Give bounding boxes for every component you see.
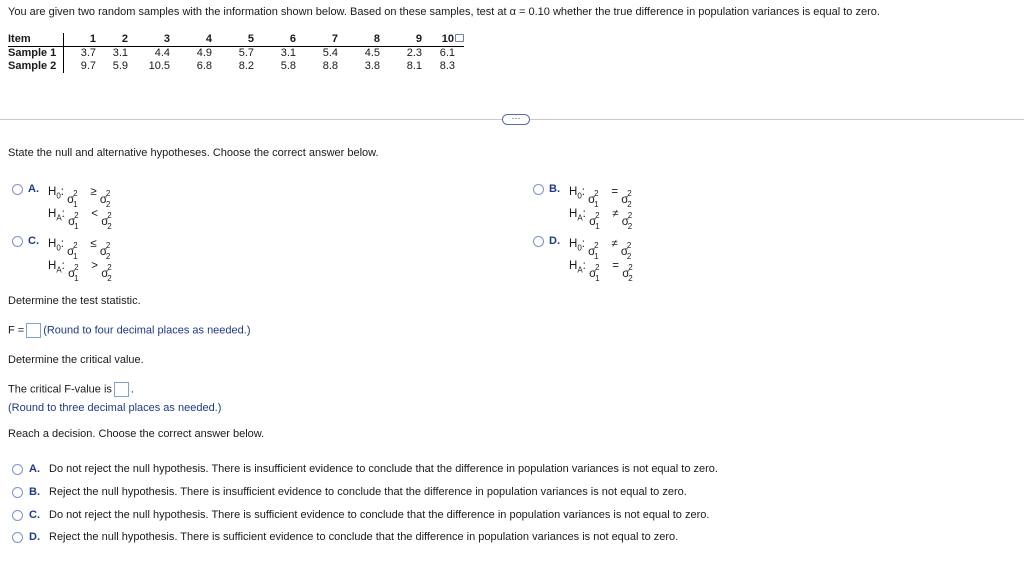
sigma: σ (622, 268, 630, 280)
hypothesis-option-a-h0 (48, 186, 112, 209)
column-header: 8 (338, 33, 380, 47)
question-intro: You are given two random samples with the information shown below. Based on these samples, test at α = 0.10 whether the true difference in population variances is equal to zero. (8, 6, 880, 18)
critical-value-suffix: . (130, 383, 134, 396)
sub: 2 (627, 200, 632, 209)
sup: 2 (74, 263, 79, 272)
critical-value-row (8, 382, 134, 397)
sigma: σ (588, 246, 596, 258)
column-header: 3 (128, 33, 170, 47)
column-header (422, 33, 464, 47)
sigma: σ (589, 216, 597, 228)
sub: 1 (74, 274, 79, 283)
table-cell: 4.4 (154, 47, 170, 59)
table-cell: 8.2 (238, 60, 254, 72)
decision-option-a-text[interactable]: Do not reject the null hypothesis. There is insufficient evidence to conclude that the difference in population variances is not equal to zero. (49, 463, 718, 475)
decision-option-d-radio[interactable] (12, 532, 23, 543)
relation: = (611, 186, 619, 198)
sub: 2 (627, 222, 633, 231)
test-statistic-label: F = (8, 324, 25, 337)
sigma: σ (621, 194, 629, 206)
table-cell: 8.8 (322, 60, 338, 72)
h-label: H (569, 260, 578, 272)
critical-value-input[interactable] (114, 382, 129, 397)
sup: 2 (107, 211, 112, 220)
sub: 1 (594, 252, 599, 261)
sup: 2 (105, 241, 111, 250)
sub: 2 (105, 200, 111, 209)
colon: : (61, 208, 65, 220)
relation: ≠ (612, 208, 619, 220)
relation: ≥ (90, 186, 97, 198)
hypothesis-option-c-letter: C. (28, 235, 39, 247)
table-cell: 6.8 (196, 60, 212, 72)
sigma: σ (99, 246, 107, 258)
h-sub: A (577, 265, 583, 275)
sub: 1 (595, 274, 600, 283)
hypothesis-option-d-h0 (569, 238, 633, 261)
table-cell: 3.8 (364, 60, 380, 72)
table-cell: 10.5 (148, 60, 170, 72)
column-header: 9 (380, 33, 422, 47)
decision-option-a-radio[interactable] (12, 464, 23, 475)
colon: : (61, 260, 65, 272)
relation: ≤ (90, 238, 97, 250)
hypothesis-option-a-ha (48, 208, 113, 231)
sub: 2 (626, 252, 632, 261)
sup: 2 (74, 211, 79, 220)
hypothesis-option-c-ha (48, 260, 113, 283)
sigma: σ (68, 216, 76, 228)
hypothesis-option-c-radio[interactable] (12, 236, 23, 247)
decision-option-b-letter: B. (29, 486, 40, 498)
h-sub: A (577, 213, 583, 223)
column-header: 7 (296, 33, 338, 47)
colon: : (581, 238, 585, 250)
column-header-label: 10 (441, 33, 454, 45)
test-statistic-prompt: Determine the test statistic. (8, 295, 141, 307)
colon: : (60, 186, 64, 198)
h-label: H (48, 238, 57, 250)
sup: 2 (627, 211, 633, 220)
sub: 1 (73, 200, 78, 209)
sigma: σ (101, 216, 109, 228)
relation: < (91, 208, 98, 220)
h-label: H (48, 208, 57, 220)
table-header-label: Item (8, 33, 64, 47)
sub: 1 (74, 222, 79, 231)
decision-option-b-radio[interactable] (12, 487, 23, 498)
sup: 2 (73, 241, 78, 250)
decision-option-b-text[interactable]: Reject the null hypothesis. There is insufficient evidence to conclude that the difference in population variances is not equal to zero. (49, 486, 687, 498)
table-cell: 3.7 (80, 47, 96, 59)
table-header-row (8, 33, 464, 47)
more-button[interactable]: ··· (502, 114, 530, 125)
sigma: σ (588, 194, 596, 206)
sup: 2 (594, 241, 599, 250)
hypothesis-option-d-ha (569, 260, 634, 283)
colon: : (60, 238, 64, 250)
decision-option-d-letter: D. (29, 531, 40, 543)
column-header: 4 (170, 33, 212, 47)
sup: 2 (627, 189, 632, 198)
h-label: H (48, 186, 57, 198)
sigma: σ (620, 246, 628, 258)
h-sub: 0 (56, 191, 61, 201)
critical-value-prompt: Determine the critical value. (8, 354, 144, 366)
sub: 2 (628, 274, 633, 283)
sup: 2 (626, 241, 632, 250)
sigma: σ (101, 268, 109, 280)
relation: ≠ (611, 238, 618, 250)
sup: 2 (628, 263, 633, 272)
hypothesis-option-b-letter: B. (549, 183, 560, 195)
sub: 1 (73, 252, 78, 261)
copy-icon[interactable] (455, 34, 464, 42)
table-cell: 5.4 (322, 47, 338, 59)
hypothesis-option-b-radio[interactable] (533, 184, 544, 195)
table-cell-value: 6.1 (439, 47, 455, 59)
column-header: 6 (254, 33, 296, 47)
decision-option-c-radio[interactable] (12, 510, 23, 521)
test-statistic-row (8, 323, 251, 338)
sup: 2 (73, 189, 78, 198)
h-sub: 0 (56, 243, 61, 253)
decision-option-c-letter: C. (29, 509, 40, 521)
sup: 2 (595, 211, 600, 220)
table-cell: 9.7 (80, 60, 96, 72)
h-sub: 0 (577, 191, 582, 201)
relation: = (612, 260, 619, 272)
table-cell: 2.3 (406, 47, 422, 59)
table-cell: 3.1 (112, 47, 128, 59)
table-cell: 5.8 (280, 60, 296, 72)
critical-value-label: The critical F-value is (8, 383, 112, 396)
row-label: Sample 1 (8, 47, 64, 61)
relation: > (91, 260, 98, 272)
h-sub: A (56, 213, 62, 223)
h-label: H (569, 238, 578, 250)
hypothesis-option-b-ha (569, 208, 634, 231)
row-label: Sample 2 (8, 60, 64, 73)
decision-option-a-letter: A. (29, 463, 40, 475)
table-row (8, 47, 464, 61)
data-table (8, 33, 464, 73)
h-sub: A (56, 265, 62, 275)
column-header: 1 (64, 33, 97, 47)
hypothesis-option-b-h0 (569, 186, 633, 209)
sub: 2 (105, 252, 111, 261)
critical-value-hint: (Round to three decimal places as needed.) (8, 402, 222, 414)
h-label: H (569, 208, 578, 220)
table-row (8, 60, 464, 73)
table-cell: 5.7 (238, 47, 254, 59)
sigma: σ (589, 268, 597, 280)
hypothesis-option-a-letter: A. (28, 183, 39, 195)
sigma: σ (621, 216, 629, 228)
sigma: σ (67, 194, 75, 206)
table-cell: 5.9 (112, 60, 128, 72)
sigma: σ (67, 246, 75, 258)
hypothesis-option-c-h0 (48, 238, 112, 261)
sub: 1 (595, 222, 600, 231)
sup: 2 (595, 263, 600, 272)
hypothesis-option-d-letter: D. (549, 235, 560, 247)
decision-option-d-text[interactable]: Reject the null hypothesis. There is sufficient evidence to conclude that the difference in population variances is not equal to zero. (49, 531, 679, 543)
sup: 2 (107, 263, 112, 272)
decision-prompt: Reach a decision. Choose the correct answer below. (8, 428, 265, 440)
test-statistic-input[interactable] (26, 323, 41, 338)
sigma: σ (99, 194, 107, 206)
test-statistic-hint: (Round to four decimal places as needed.) (43, 324, 251, 337)
colon: : (581, 186, 585, 198)
sub: 1 (594, 200, 599, 209)
table-cell (422, 47, 464, 61)
colon: : (582, 208, 586, 220)
column-header: 2 (96, 33, 128, 47)
h-label: H (569, 186, 578, 198)
h-label: H (48, 260, 57, 272)
table-cell: 8.1 (406, 60, 422, 72)
sigma: σ (68, 268, 76, 280)
sub: 2 (107, 222, 112, 231)
sup: 2 (594, 189, 599, 198)
colon: : (582, 260, 586, 272)
table-cell: 4.5 (364, 47, 380, 59)
h-sub: 0 (577, 243, 582, 253)
hypothesis-option-d-radio[interactable] (533, 236, 544, 247)
table-cell: 3.1 (280, 47, 296, 59)
table-cell (422, 60, 464, 73)
decision-option-c-text[interactable]: Do not reject the null hypothesis. There is sufficient evidence to conclude that the difference in population variances is not equal to zero. (49, 509, 710, 521)
hypotheses-prompt: State the null and alternative hypotheses. Choose the correct answer below. (8, 147, 379, 159)
column-header: 5 (212, 33, 254, 47)
sup: 2 (105, 189, 111, 198)
table-cell: 4.9 (196, 47, 212, 59)
sub: 2 (107, 274, 112, 283)
hypothesis-option-a-radio[interactable] (12, 184, 23, 195)
table-cell-value: 8.3 (439, 60, 455, 72)
